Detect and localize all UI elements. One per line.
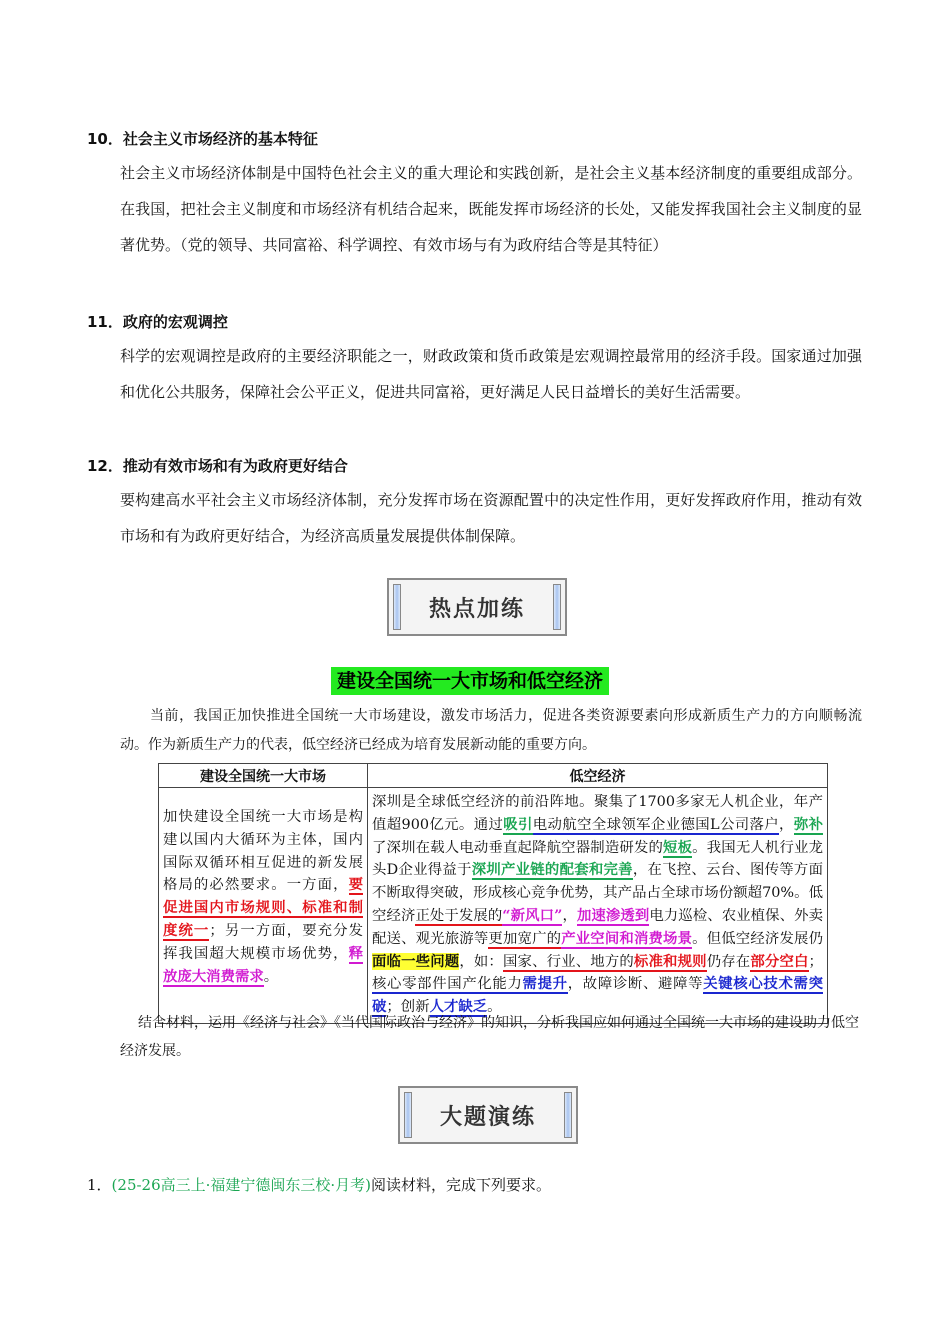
- banner-exercise-label: 大题演练: [439, 1104, 536, 1130]
- item-text: 阅读材料，完成下列要求。: [371, 1176, 552, 1194]
- text-run: ，: [562, 907, 577, 924]
- item-source: (25-26高三上·福建宁德闽东三校·月考): [111, 1176, 372, 1194]
- text-run: 。但低空经济发展仍: [692, 930, 823, 947]
- section-12-body: 要构建高水平社会主义市场经济体制，充分发挥市场在资源配置中的决定性作用，更好发挥政府作用，推动有效市场和有为政府更好结合，为经济高质量发展提供体制保障。: [120, 491, 862, 545]
- highlight-blue: 人才缺乏: [429, 998, 488, 1016]
- exercise-item-1: [87, 1174, 551, 1195]
- section-11-title: 11．政府的宏观调控: [87, 313, 228, 331]
- banner-hot-label: 热点加练: [428, 596, 525, 622]
- text-run: ；创新: [386, 999, 430, 1016]
- text-run: 仍存在: [706, 953, 751, 970]
- table-row: [159, 788, 828, 1024]
- item-number: 1．: [87, 1176, 112, 1194]
- underline-red: 国家、行业、地方的: [502, 953, 634, 970]
- highlight-yellow: 面临一些问题: [372, 952, 460, 970]
- highlight-red: 规则、标准和制度统一: [163, 899, 363, 939]
- banner-exercise: [398, 1086, 578, 1144]
- highlight-magenta: “新风口”: [502, 906, 563, 924]
- material-intro: 当前，我国正加快推进全国统一大市场建设，激发市场活力，促进各类资源要素向形成新质生产力的方向顺畅流动。作为新质生产力的代表，低空经济已经成为培育发展新动能的重要方向。: [120, 708, 862, 753]
- underline-red: 更加宽广的: [488, 930, 562, 947]
- text-run: ，在飞控、云台、图传等方面不断取得突破，形成核心竞争优势，其产品占全球市场份额超70%。低空经济: [372, 862, 823, 924]
- highlight-red: 部分空白: [750, 952, 809, 970]
- highlight-magenta: 加速渗透到: [576, 906, 650, 924]
- underline-blue: 核心零部件国产化能力: [372, 976, 523, 993]
- text-run: 。: [263, 968, 279, 985]
- text-run: ，故障诊断、避障等: [567, 976, 704, 993]
- highlight-blue: 关键核心技术需突破: [372, 975, 823, 1016]
- highlight-green: 弥补: [793, 815, 823, 833]
- section-11-body: 科学的宏观调控是政府的主要经济职能之一，财政政策和货币政策是宏观调控最常用的经济手段。国家通过加强和优化公共服务，保障社会公平正义，促进共同富裕，更好满足人民日益增长的美好生活需要。: [120, 347, 862, 401]
- scroll-right-icon: [553, 584, 561, 630]
- text-run: 。: [487, 999, 502, 1016]
- highlight-magenta: 产业空间和消费场景: [561, 929, 693, 947]
- section-10-title: 10．社会主义市场经济的基本特征: [87, 130, 318, 148]
- section-10-body: 社会主义市场经济体制是中国特色社会主义的重大理论和实践创新，是社会主义基本经济制度的重要组成部分。在我国，把社会主义制度和市场经济有机结合起来，既能发挥市场经济的长处，又能发挥我国社会主义制度的显著优势。（党的领导、共同富裕、科学调控、有效市场与有为政府结合等是其特征）: [120, 164, 862, 254]
- question-prompt: 结合材料，运用《经济与社会》《当代国际政治与经济》的知识，分析我国应如何通过全国统一大市场的建设助力低空经济发展。: [120, 1015, 859, 1059]
- material-table: [158, 763, 828, 1024]
- highlight-red: 要促进国内市场: [163, 876, 363, 917]
- text-run: 加快建设全国统一大市场是构建以国内大循环为主体，国内国际双循环相互促进的新发展格局的必然要求。一方面，: [163, 809, 363, 894]
- table-header-lowalt: 低空经济: [368, 764, 828, 788]
- text-run: 了深圳在载人电动垂直起降航空器制造研发的: [372, 839, 664, 856]
- table-header-row: [159, 764, 828, 788]
- text-run: ，: [779, 816, 794, 833]
- text-run: ；: [808, 953, 823, 970]
- highlight-green: 短板: [663, 838, 693, 856]
- topic-title: 建设全国统一大市场和低空经济: [331, 667, 609, 695]
- highlight-red: 标准和规则: [633, 952, 707, 970]
- highlight-green: 深圳产业链的配套和完善: [471, 861, 633, 879]
- scroll-left-icon: [404, 1092, 412, 1138]
- text-run: 。我国无人机行业龙头D企业得益于: [372, 839, 823, 879]
- scroll-left-icon: [393, 584, 401, 630]
- table-header-market: 建设全国统一大市场: [159, 764, 368, 788]
- banner-hot-practice: [387, 578, 567, 636]
- text-run: ，如：: [459, 953, 503, 970]
- highlight-magenta: 释放庞大消费需求: [163, 944, 363, 985]
- section-12-title: 12．推动有效市场和有为政府更好结合: [87, 457, 348, 475]
- highlight-blue: 需提升: [522, 975, 568, 993]
- underline-blue: 电动航空全球领军企业德国L公司落户: [532, 816, 780, 833]
- text-run: 电力巡检、农业植保、外卖配送、观光旅游等: [372, 907, 823, 947]
- text-run: ；另一方面，要充分发挥我国超大规模市场优势，: [163, 922, 363, 962]
- cell-market: [159, 788, 368, 1024]
- cell-lowalt: [368, 788, 828, 1024]
- scroll-right-icon: [564, 1092, 572, 1138]
- underline-red: 正处于发展的: [415, 907, 503, 924]
- highlight-green: 吸引: [503, 815, 533, 833]
- text-run: 深圳是全球低空经济的前沿阵地。聚集了1700多家无人机企业，年产值超900亿元。通过: [372, 794, 823, 833]
